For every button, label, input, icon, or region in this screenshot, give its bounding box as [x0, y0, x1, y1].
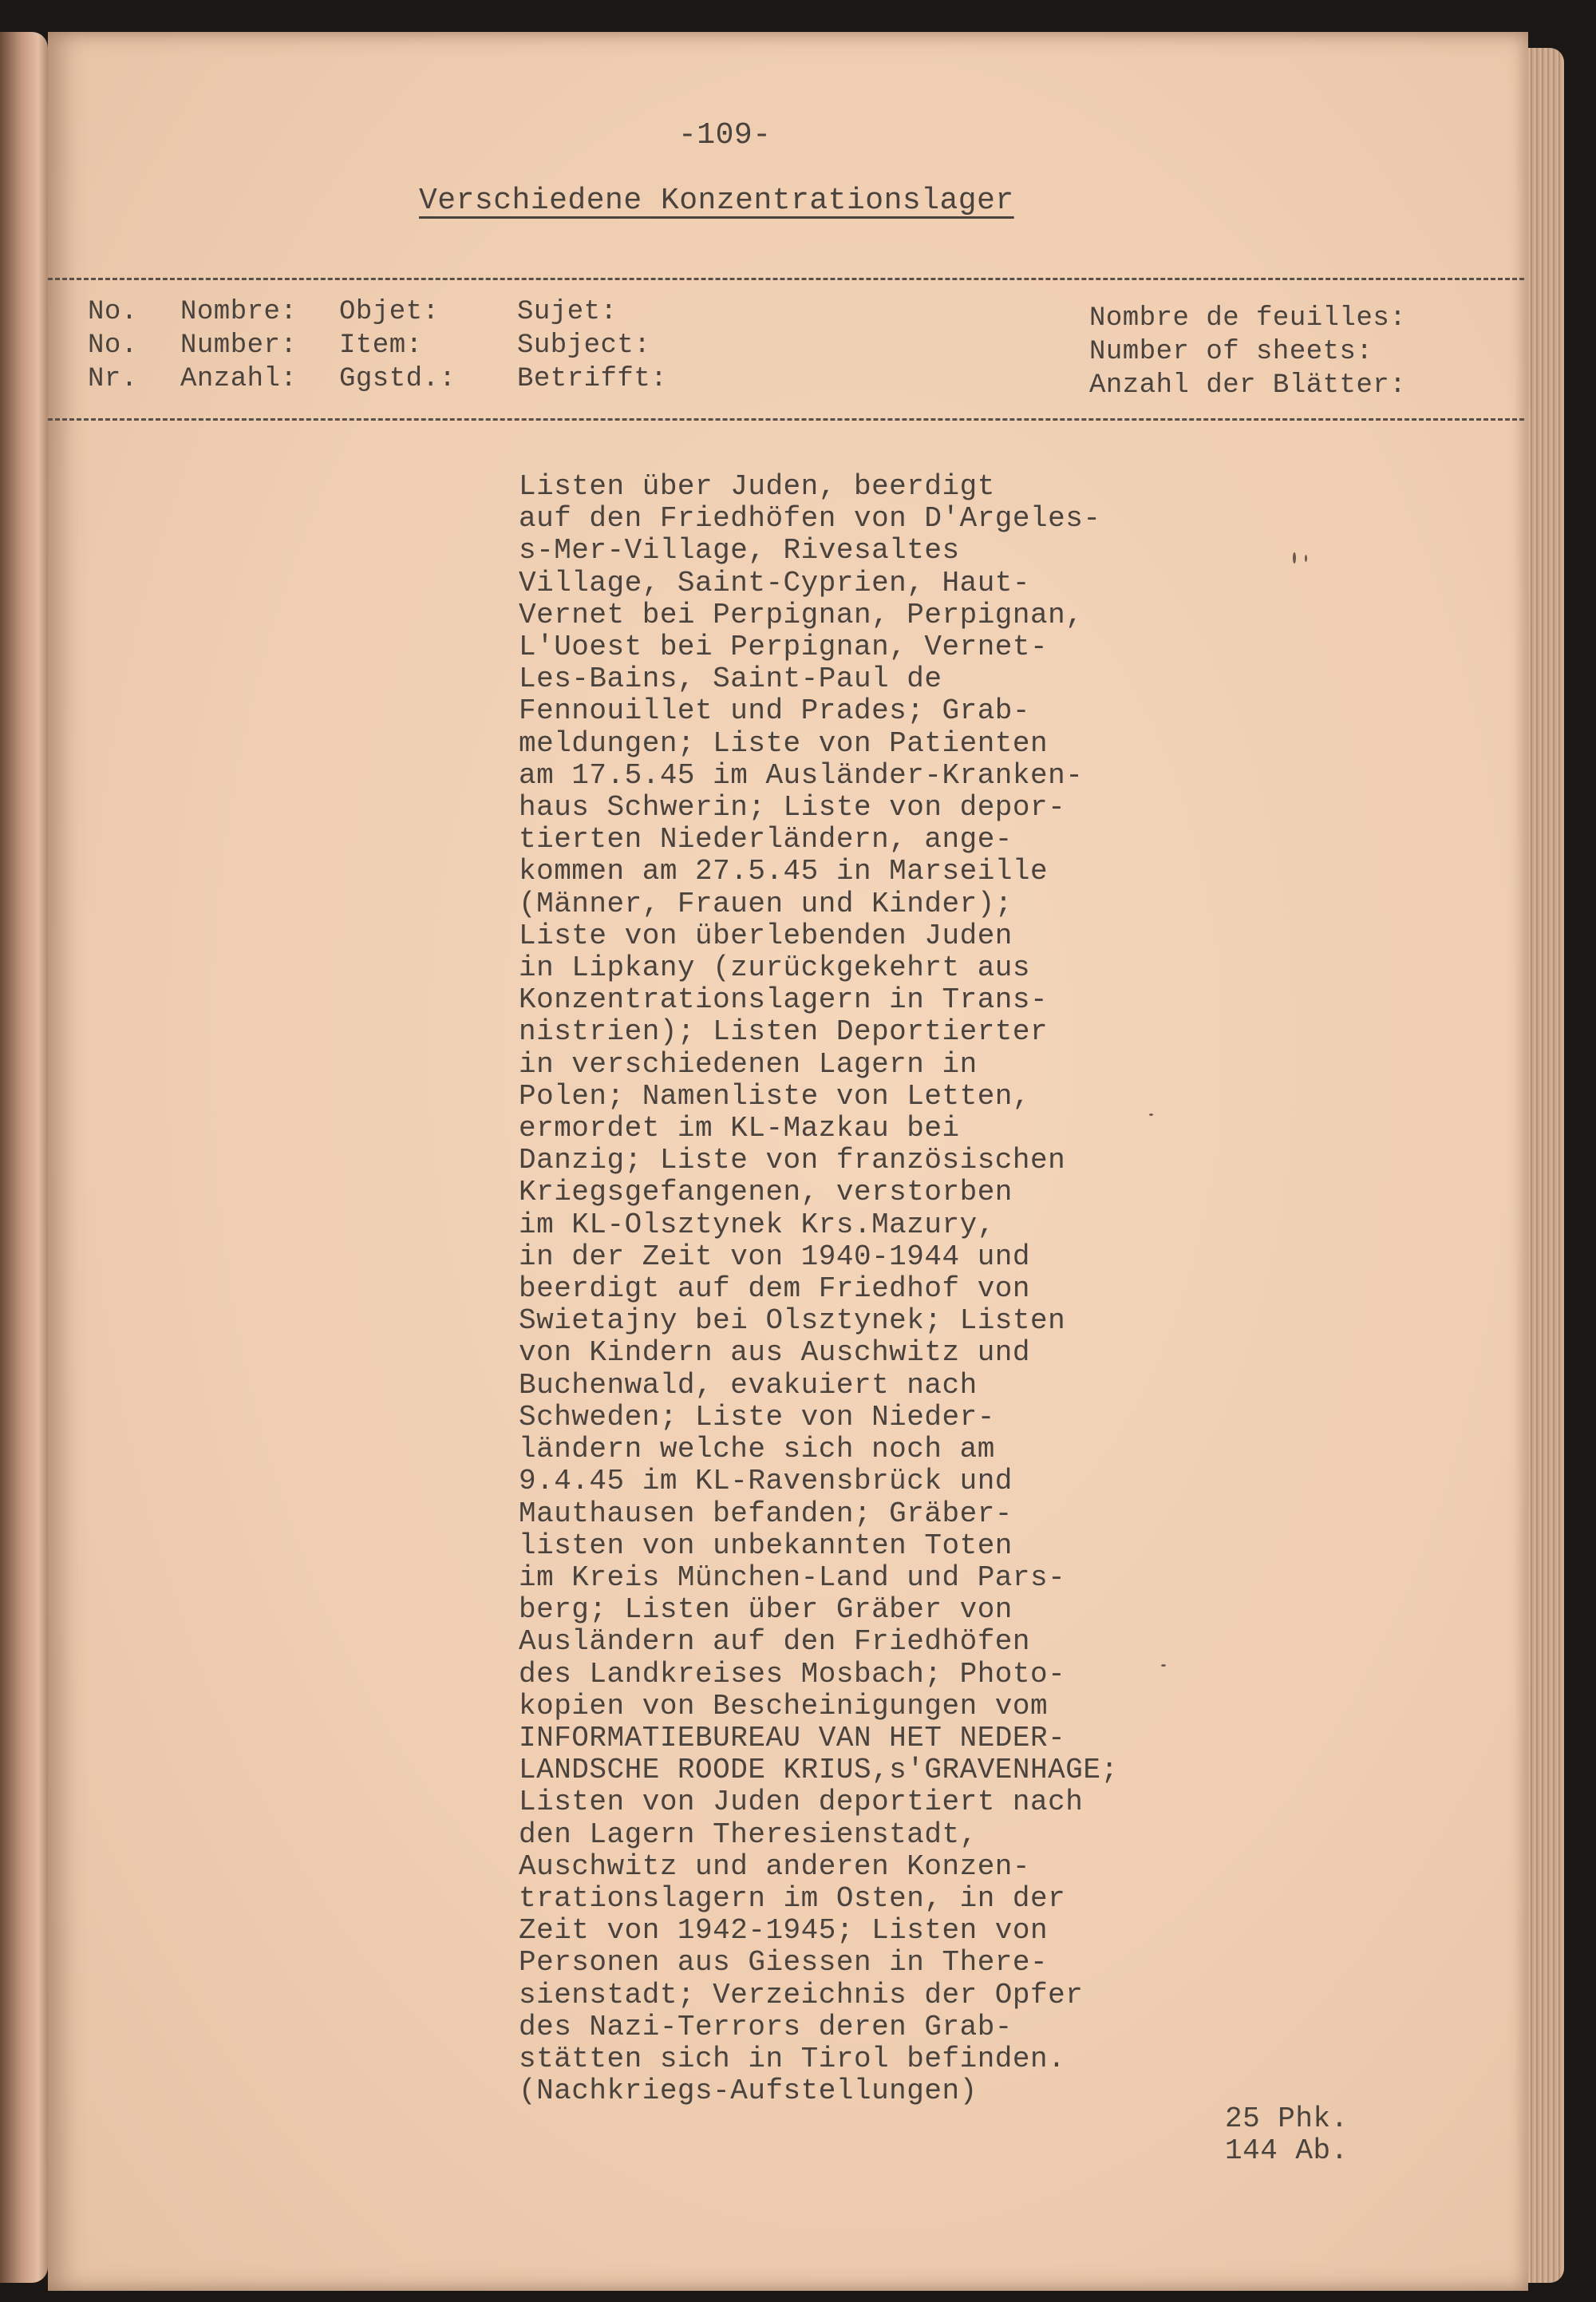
header-column-no: No. No. Nr.: [88, 297, 138, 394]
paper-speck: [1161, 1664, 1166, 1667]
entry-text-line: tierten Niederländern, ange-: [519, 823, 1013, 856]
paper-speck: [1293, 552, 1296, 564]
entry-text-line: kommen am 27.5.45 in Marseille: [519, 855, 1049, 888]
entry-text-line: ermordet im KL-Mazkau bei: [519, 1112, 960, 1145]
entry-text-line: 9.4.45 im KL-Ravensbrück und: [519, 1465, 1013, 1498]
page-number: -109-: [678, 118, 772, 152]
entry-text-line: in Lipkany (zurückgekehrt aus: [519, 951, 1031, 985]
entry-text-line: Listen über Juden, beerdigt: [519, 470, 995, 503]
entry-text-line: trationslagern im Osten, in der: [519, 1881, 1066, 1915]
entry-text-line: von Kindern aus Auschwitz und: [519, 1336, 1031, 1370]
top-dashed-rule: [48, 278, 1524, 280]
header-column-subject: Sujet: Subject: Betrifft:: [517, 297, 668, 394]
document-page: [48, 32, 1528, 2291]
page-title: Verschiedene Konzentrationslager: [419, 184, 1014, 218]
entry-text-line: Ausländern auf den Friedhöfen: [519, 1625, 1031, 1659]
entry-text-line: im Kreis München-Land und Pars-: [519, 1560, 1066, 1594]
entry-text-line: Listen von Juden deportiert nach: [519, 1786, 1084, 1819]
entry-text-line: am 17.5.45 im Ausländer-Kranken-: [519, 758, 1084, 792]
entry-text-line: Vernet bei Perpignan, Perpignan,: [519, 598, 1084, 631]
entry-text-line: des Nazi-Terrors deren Grab-: [519, 2010, 1013, 2043]
entry-text-line: LANDSCHE ROODE KRIUS,s'GRAVENHAGE;: [519, 1754, 1119, 1787]
entry-text-line: ländern welche sich noch am: [519, 1433, 995, 1466]
paper-speck: [1149, 1113, 1153, 1116]
entry-text-line: Liste von überlebenden Juden: [519, 919, 1013, 952]
entry-text-line: (Nachkriegs-Aufstellungen): [519, 2075, 978, 2108]
entry-text-line: des Landkreises Mosbach; Photo-: [519, 1657, 1066, 1691]
entry-text-line: Schweden; Liste von Nieder-: [519, 1400, 995, 1434]
entry-text-line: Danzig; Liste von französischen: [519, 1144, 1066, 1177]
entry-text-line: Village, Saint-Cyprien, Haut-: [519, 566, 1031, 599]
entry-text-line: Mauthausen befanden; Gräber-: [519, 1497, 1013, 1530]
entry-text-line: kopien von Bescheinigungen vom: [519, 1689, 1049, 1723]
entry-text-line: listen von unbekannten Toten: [519, 1529, 1013, 1562]
header-column-item: Objet: Item: Ggstd.:: [339, 297, 456, 394]
entry-text-line: im KL-Olsztynek Krs.Mazury,: [519, 1208, 995, 1241]
entry-text-line: nistrien); Listen Deportierter: [519, 1015, 1049, 1049]
entry-text-line: Fennouillet und Prades; Grab-: [519, 694, 1031, 728]
entry-text-line: beerdigt auf dem Friedhof von: [519, 1272, 1031, 1306]
entry-text-line: berg; Listen über Gräber von: [519, 1593, 1013, 1627]
entry-subject-text: [519, 471, 1119, 2107]
entry-text-line: (Männer, Frauen und Kinder);: [519, 887, 1013, 920]
entry-text-line: L'Uoest bei Perpignan, Vernet-: [519, 631, 1049, 664]
header-column-count: Nombre: Number: Anzahl:: [180, 297, 298, 394]
entry-sheet-count: 25 Phk. 144 Ab.: [1225, 2102, 1349, 2167]
entry-text-line: Buchenwald, evakuiert nach: [519, 1368, 978, 1402]
entry-text-line: in verschiedenen Lagern in: [519, 1047, 978, 1081]
entry-text-line: Personen aus Giessen in There-: [519, 1946, 1049, 1980]
entry-text-line: Polen; Namenliste von Letten,: [519, 1079, 1031, 1113]
entry-text-line: in der Zeit von 1940-1944 und: [519, 1240, 1031, 1273]
entry-text-line: meldungen; Liste von Patienten: [519, 726, 1049, 760]
entry-text-line: s-Mer-Village, Rivesaltes: [519, 534, 960, 568]
paper-speck: [1305, 555, 1307, 562]
entry-text-line: INFORMATIEBUREAU VAN HET NEDER-: [519, 1721, 1066, 1754]
entry-text-line: Konzentrationslagern in Trans-: [519, 983, 1049, 1017]
entry-text-line: sienstadt; Verzeichnis der Opfer: [519, 1978, 1084, 2011]
entry-text-line: haus Schwerin; Liste von depor-: [519, 791, 1066, 825]
entry-text-line: Swietajny bei Olsztynek; Listen: [519, 1304, 1066, 1338]
bottom-dashed-rule: [48, 418, 1524, 421]
entry-text-line: Kriegsgefangenen, verstorben: [519, 1176, 1013, 1209]
entry-text-line: stätten sich in Tirol befinden.: [519, 2042, 1066, 2075]
entry-text-line: Les-Bains, Saint-Paul de: [519, 663, 942, 696]
entry-text-line: den Lagern Theresienstadt,: [519, 1817, 978, 1851]
left-page-edge: [0, 32, 48, 2283]
entry-text-line: Zeit von 1942-1945; Listen von: [519, 1914, 1049, 1948]
entry-text-line: Auschwitz und anderen Konzen-: [519, 1849, 1031, 1883]
header-column-sheets: Nombre de feuilles: Number of sheets: Anzahl der Blätter:: [1089, 303, 1407, 401]
entry-text-line: auf den Friedhöfen von D'Argeles-: [519, 502, 1101, 536]
